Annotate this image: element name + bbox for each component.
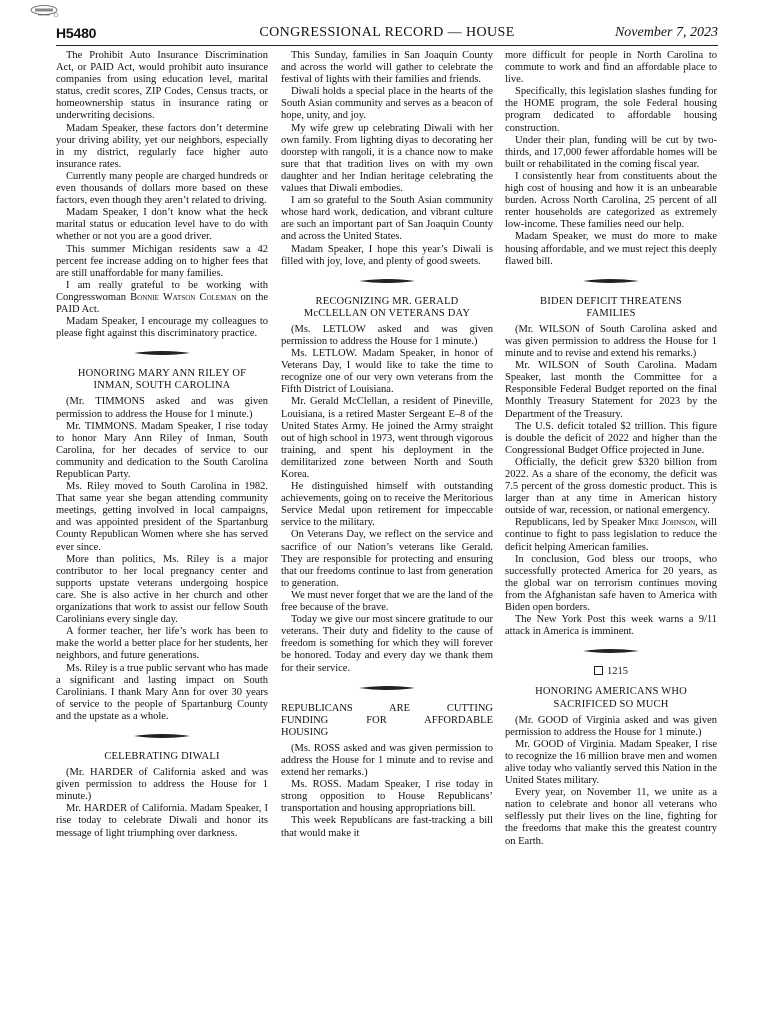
paragraph: The Prohibit Auto Insurance Discrimination Act, or PAID Act, would prohibit auto insurance companies from using education level, marital status, credit scores, ZIP Codes, Census tracts, or homeownership status in insurance rating or underwriting decisions. <box>56 50 268 122</box>
text-run: Republicans, led by Speaker <box>515 517 639 529</box>
paragraph: (Mr. GOOD of Virginia asked and was given permission to address the House for 1 minute.) <box>505 714 717 738</box>
paragraph: In conclusion, God bless our troops, who successfully protected America for 20 years, as the global war on terrorism continues moving from the Afghanistan safe haven to America with Biden open borders. <box>505 553 717 614</box>
paragraph: The New York Post this week warns a 9/11 attack in America is imminent. <box>505 614 717 638</box>
title-line: INMAN, SOUTH CAROLINA <box>93 380 231 392</box>
paragraph: On Veterans Day, we reflect on the service and sacrifice of our Nation’s veterans like Gerald. They are responsible for protecting and ensuring that our freedoms continue to last from generation to generation. <box>281 529 493 589</box>
paragraph: Madam Speaker, we must do more to make housing affordable, and we must reject this deeply flawed bill. <box>505 231 717 267</box>
paragraph: Ms. LETLOW. Madam Speaker, in honor of Veterans Day, I would like to take the time to recognize one of our very own veterans from the Fifth District of Louisiana. <box>281 348 493 396</box>
section-title <box>56 368 268 392</box>
title-line: BIDEN DEFICIT THREATENS <box>540 295 682 307</box>
section-title <box>505 686 717 710</box>
title-line: FAMILIES <box>586 307 636 319</box>
title-line: McCLELLAN ON VETERANS DAY <box>303 307 471 319</box>
title-line: HONORING AMERICANS WHO <box>535 686 687 698</box>
page-header <box>56 25 718 45</box>
member-name: Mike Johnson <box>638 517 696 529</box>
section-title <box>281 703 493 739</box>
title-line: RECOGNIZING MR. GERALD <box>315 295 459 307</box>
title-line: FUNDING FOR AFFORDABLE <box>281 714 493 726</box>
paragraph: Diwali holds a special place in the hearts of the South Asian community and serves as a beacon of hope, unity, and joy. <box>281 86 493 122</box>
paragraph: Madam Speaker, I don’t know what the heck marital status or education level have to do with whether or not you are a good driver. <box>56 207 268 243</box>
paragraph: Mr. HARDER of California. Madam Speaker, I rise today to celebrate Diwali and honor its message of light triumphing over darkness. <box>56 803 268 839</box>
section-separator <box>56 350 268 356</box>
member-name: Bonnie Watson Coleman <box>130 291 237 303</box>
publication-title: CONGRESSIONAL RECORD — HOUSE <box>259 25 515 40</box>
paragraph: He distinguished himself with outstanding achievements, going on to receive the Meritorious Service Medal upon retirement for impeccable service to the military. <box>281 481 493 529</box>
checkbox-icon <box>594 666 603 675</box>
time-marker <box>505 666 717 678</box>
section-title <box>505 296 717 320</box>
paragraph: Mr. GOOD of Virginia. Madam Speaker, I rise to recognize the 16 million brave men and women alive today who valiantly served this Nation in the United States military. <box>505 738 717 787</box>
paragraph <box>56 280 268 316</box>
paragraph: (Mr. TIMMONS asked and was given permission to address the House for 1 minute.) <box>56 396 268 420</box>
gpo-seal-icon <box>30 4 60 18</box>
paragraph: Officially, the deficit grew $320 billion from 2022. As a share of the economy, the deficit was 7.5 percent of the gross domestic product. This is larger than at any time in American history outside of war, recession, or national emergency. <box>505 456 717 517</box>
time-marker-label: 1215 <box>607 666 628 678</box>
section-separator <box>56 733 268 739</box>
section-separator <box>281 278 493 284</box>
paragraph: This week Republicans are fast-tracking a bill that would make it <box>281 815 493 839</box>
paragraph: Mr. TIMMONS. Madam Speaker, I rise today to honor Mary Ann Riley of Inman, South Carolina, for her decades of service to our community and dedication to the South Carolina Republican Party. <box>56 420 268 480</box>
paragraph: Mr. Gerald McClellan, a resident of Pineville, Louisiana, is a retired Master Sergeant E–8 of the United States Army. He joined the Army straight out of high school in 1973, went through vigorous training, and spent his deployment in the demilitarized zone between North and South Korea. <box>281 396 493 480</box>
paragraph: More than politics, Ms. Riley is a major contributor to her local pregnancy center and supports upstate veterans undergoing hospice care. She is also active in her church and other organizations that work to assist our fellow South Carolinians every single day. <box>56 553 268 626</box>
title-line: REPUBLICANS ARE CUTTING <box>281 702 493 714</box>
paragraph: Madam Speaker, I hope this year’s Diwali is filled with joy, love, and plenty of good sweets. <box>281 243 493 267</box>
paragraph: (Ms. ROSS asked and was given permission to address the House for 1 minute and to revise and extend her remarks.) <box>281 742 493 779</box>
section-separator <box>281 685 493 691</box>
title-line: HONORING MARY ANN RILEY OF <box>77 368 247 380</box>
text-run: on the PAID Act. <box>56 291 269 315</box>
section-separator <box>505 648 717 654</box>
paragraph: (Mr. HARDER of California asked and was given permission to address the House for 1 minute.) <box>56 767 268 803</box>
paragraph: more difficult for people in North Carolina to commute to work and find an affordable place to live. <box>505 50 717 86</box>
section-separator <box>505 278 717 284</box>
page-number: H5480 <box>56 25 97 41</box>
section-title: CELEBRATING DIWALI <box>104 750 220 762</box>
record-date: November 7, 2023 <box>614 25 718 40</box>
paragraph: Currently many people are charged hundreds or even thousands of dollars more based on these factors, even though they aren’t related to driving. <box>56 170 268 207</box>
title-line: HOUSING <box>281 726 329 738</box>
paragraph: Madam Speaker, these factors don’t determine your driving ability, yet our neighbors, especially in my district, regularly face higher auto insurance rates. <box>56 122 268 170</box>
paragraph: Ms. Riley moved to South Carolina in 1982. That same year she began attending community meetings, getting involved in local campaigns, and was appointed president of the Spartanburg County Republican Women where she has served ever since. <box>56 481 268 553</box>
paragraph: Madam Speaker, I encourage my colleagues to please fight against this discriminatory practice. <box>56 316 268 340</box>
column-1 <box>56 50 268 840</box>
text-run: , will continue to fight to pass legislation to reduce the deficit helping American families. <box>505 517 717 553</box>
paragraph: Every year, on November 11, we unite as a nation to celebrate and honor all veterans who selflessly put their lives on the line, fighting for the freedoms that make this the greatest country on Earth. <box>505 787 717 847</box>
paragraph: My wife grew up celebrating Diwali with her own family. From lighting diyas to decorating her doorstep with rangoli, it is a chance now to make sure that that tradition lives on with my own daughter and her Indian heritage celebrating the values that Diwali embodies. <box>281 122 493 195</box>
paragraph: We must never forget that we are the land of the free because of the brave. <box>281 589 493 614</box>
paragraph: Under their plan, funding will be cut by two-thirds, and 17,000 fewer affordable homes will be built or rehabilitated in the coming fiscal year. <box>505 134 717 170</box>
paragraph: I am so grateful to the South Asian community whose hard work, dedication, and vibrant culture are such an important part of San Joaquin County and across the United States. <box>281 195 493 243</box>
paragraph: Mr. WILSON of South Carolina. Madam Speaker, last month the Committee for a Responsible Federal Budget reported on the final Monthly Treasury Statement for 2023 by the Department of the Treasury. <box>505 360 717 420</box>
paragraph: Ms. Riley is a true public servant who has made a significant and lasting impact on South Carolinians. I thank Mary Ann for over 30 years of service to the people of Spartanburg County and the upstate as a whole. <box>56 662 268 722</box>
section-title <box>281 296 493 320</box>
paragraph: The U.S. deficit totaled $2 trillion. This figure is double the deficit of 2022 and higher than the Congressional Budget Office projected in June. <box>505 420 717 456</box>
paragraph: (Ms. LETLOW asked and was given permission to address the House for 1 minute.) <box>281 323 493 347</box>
column-2 <box>281 50 493 840</box>
paragraph: A former teacher, her life’s work has been to make the world a better place for her students, her neighbors, and future generations. <box>56 626 268 662</box>
paragraph: This Sunday, families in San Joaquin County and across the world will gather to celebrate the festival of lights with their families and friends. <box>281 50 493 86</box>
paragraph: Specifically, this legislation slashes funding for the HOME program, the sole Federal housing program dedicated to affordable housing construction. <box>505 86 717 134</box>
paragraph: Today we give our most sincere gratitude to our veterans. Their duty and fidelity to the cause of freedom is something for which they will forever be honored. Today and every day we thank them for their service. <box>281 614 493 674</box>
title-line: SACRIFICED SO MUCH <box>553 698 669 710</box>
paragraph: I consistently hear from constituents about the high cost of housing and how it is an unbearable burden. Across North Carolina, 25 percent of all renter households are categorized as extremely low-income. These families need our help. <box>505 170 717 231</box>
text-run: I am really grateful to be working with Congresswoman <box>56 279 268 303</box>
paragraph: This summer Michigan residents saw a 42 percent fee increase adding on to higher fees that are still unaffordable for many families. <box>56 243 268 279</box>
paragraph: (Mr. WILSON of South Carolina asked and was given permission to address the House for 1 minute and to revise and extend his remarks.) <box>505 323 717 360</box>
column-3 <box>505 50 717 848</box>
paragraph: Ms. ROSS. Madam Speaker, I rise today in strong opposition to House Republicans’ transportation and housing appropriations bill. <box>281 779 493 815</box>
paragraph <box>505 517 717 553</box>
header-rule <box>56 45 718 46</box>
